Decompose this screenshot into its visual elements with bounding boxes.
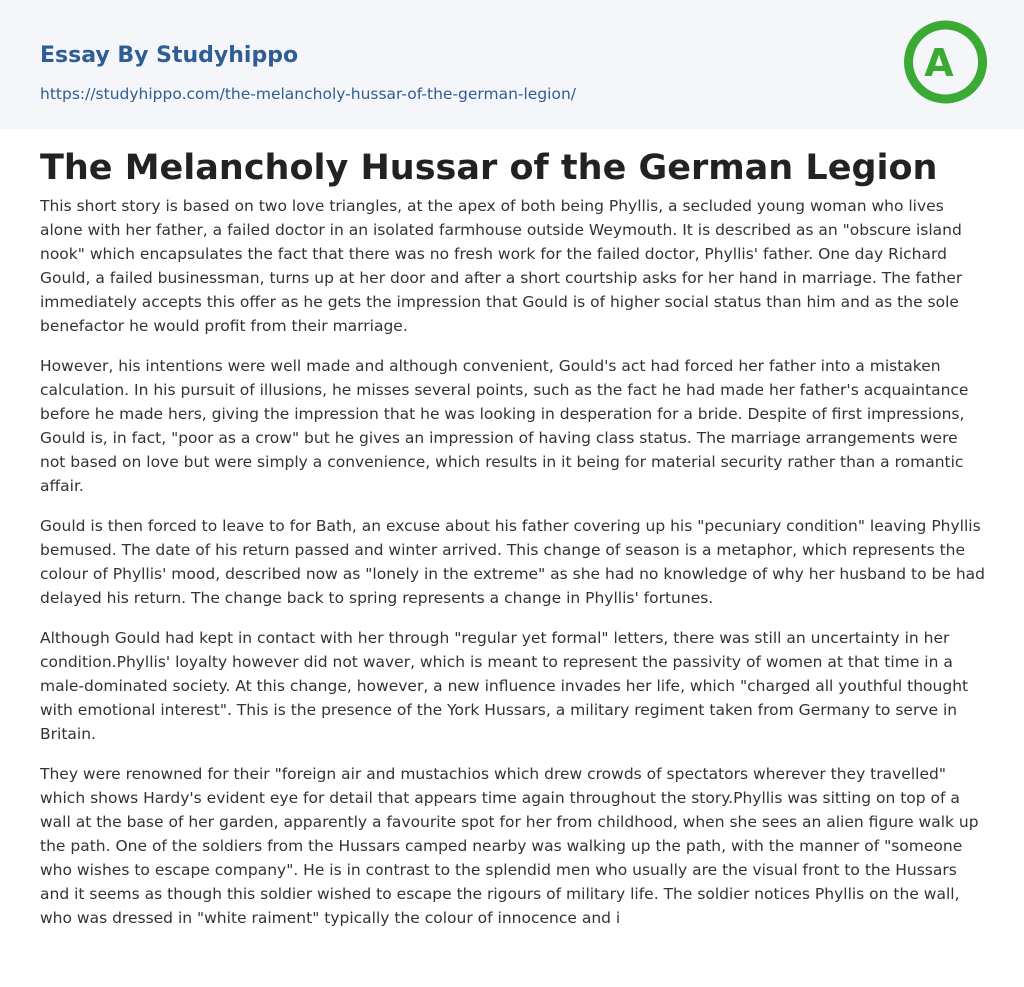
article-body [40, 194, 985, 946]
logo-letter: A [924, 41, 954, 85]
site-brand[interactable]: Essay By Studyhippo [40, 43, 299, 68]
site-header [0, 0, 1024, 129]
article-paragraph: This short story is based on two love triangles, at the apex of both being Phyllis, a secluded young woman who lives alone with her father, a failed doctor in an isolated farmhouse outside Weymouth. It is described as an "obscure island nook" which encapsulates the fact that there was no fresh work for the failed doctor, Phyllis' father. One day Richard Gould, a failed businessman, turns up at her door and after a short courtship asks for her hand in marriage. The father immediately accepts this offer as he gets the impression that Gould is of higher social status than him and as the sole benefactor he would profit from their marriage. [40, 197, 963, 335]
article-title: The Melancholy Hussar of the German Legion [40, 148, 938, 188]
article-paragraph: They were renowned for their "foreign air and mustachios which drew crowds of spectators wherever they travelled" which shows Hardy's evident eye for detail that appears time again throughout the story.Phyllis was sitting on top of a wall at the base of her garden, apparently a favourite spot for her from childhood, when she sees an alien figure walk up the path. One of the soldiers from the Hussars camped nearby was walking up the path, with the manner of "someone who wishes to escape company". He is in contrast to the splendid men who usually are the visual front to the Hussars and it seems as though this soldier wished to escape the rigours of military life. The soldier notices Phyllis on the wall, who was dressed in "white raiment" typically the colour of innocence and i [40, 765, 979, 927]
article-paragraph: Although Gould had kept in contact with her through "regular yet formal" letters, there was still an uncertainty in her condition.Phyllis' loyalty however did not waver, which is meant to represent the passivity of women at that time in a male-dominated society. At this change, however, a new influence invades her life, which "charged all youthful thought with emotional interest". This is the presence of the York Hussars, a military regiment taken from Germany to serve in Britain. [40, 629, 969, 743]
page-url-link[interactable]: https://studyhippo.com/the-melancholy-hussar-of-the-german-legion/ [40, 85, 577, 103]
studyhippo-logo-icon[interactable] [904, 20, 988, 104]
article-paragraph: Gould is then forced to leave to for Bath, an excuse about his father covering up his "pecuniary condition" leaving Phyllis bemused. The date of his return passed and winter arrived. This change of season is a metaphor, which represents the colour of Phyllis' mood, described now as "lonely in the extreme" as she had no knowledge of why her husband to be had delayed his return. The change back to spring represents a change in Phyllis' fortunes. [40, 517, 986, 607]
article-paragraph: However, his intentions were well made and although convenient, Gould's act had forced her father into a mistaken calculation. In his pursuit of illusions, he misses several points, such as the fact he had made her father's acquaintance before he made hers, giving the impression that he was looking in desperation for a bride. Despite of first impressions, Gould is, in fact, "poor as a crow" but he gives an impression of having class status. The marriage arrangements were not based on love but were simply a convenience, which results in it being for material security rather than a romantic affair. [40, 357, 969, 495]
